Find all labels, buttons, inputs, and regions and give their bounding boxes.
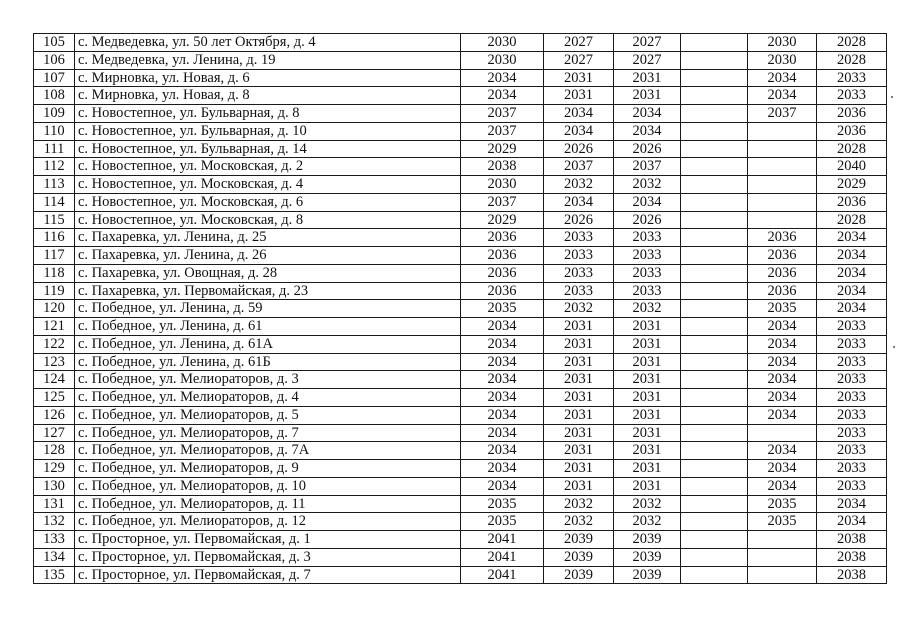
address-cell: с. Пахаревка, ул. Ленина, д. 26 [75, 247, 461, 265]
address-cell: с. Победное, ул. Мелиораторов, д. 7 [75, 424, 461, 442]
year-cell-col4 [681, 477, 748, 495]
row-number-cell: 110 [34, 122, 75, 140]
year-cell-col4 [681, 34, 748, 52]
table-row [34, 140, 887, 158]
year-cell-col6: 2033 [817, 424, 887, 442]
address-cell: с. Победное, ул. Ленина, д. 61 [75, 318, 461, 336]
year-cell-col6: 2033 [817, 406, 887, 424]
year-cell-col6: 2033 [817, 477, 887, 495]
year-cell-col4 [681, 140, 748, 158]
year-cell-col2: 2031 [544, 353, 614, 371]
year-cell-col3: 2031 [614, 335, 681, 353]
row-number-cell: 124 [34, 371, 75, 389]
table-row [34, 389, 887, 407]
year-cell-col5 [748, 548, 817, 566]
row-number-cell: 133 [34, 531, 75, 549]
address-cell: с. Новостепное, ул. Московская, д. 4 [75, 176, 461, 194]
year-cell-col6: 2033 [817, 69, 887, 87]
year-cell-col5 [748, 211, 817, 229]
row-number-cell: 121 [34, 318, 75, 336]
row-number-cell: 111 [34, 140, 75, 158]
year-cell-col6: 2036 [817, 105, 887, 123]
year-cell-col1: 2041 [461, 548, 544, 566]
year-cell-col4 [681, 424, 748, 442]
year-cell-col4 [681, 513, 748, 531]
table-row [34, 229, 887, 247]
address-cell: с. Новостепное, ул. Бульварная, д. 10 [75, 122, 461, 140]
table-row [34, 264, 887, 282]
year-cell-col2: 2033 [544, 282, 614, 300]
row-number-cell: 107 [34, 69, 75, 87]
year-cell-col1: 2034 [461, 353, 544, 371]
table-row [34, 34, 887, 52]
row-number-cell: 114 [34, 193, 75, 211]
year-cell-col1: 2034 [461, 406, 544, 424]
table-row [34, 442, 887, 460]
year-cell-col5: 2034 [748, 87, 817, 105]
repair-schedule-table [33, 33, 887, 584]
year-cell-col5: 2034 [748, 477, 817, 495]
year-cell-col4 [681, 566, 748, 584]
year-cell-col6: 2033 [817, 371, 887, 389]
scan-speck [893, 346, 895, 348]
year-cell-col4 [681, 548, 748, 566]
year-cell-col5: 2035 [748, 513, 817, 531]
year-cell-col1: 2034 [461, 69, 544, 87]
address-cell: с. Просторное, ул. Первомайская, д. 3 [75, 548, 461, 566]
year-cell-col5 [748, 158, 817, 176]
year-cell-col3: 2031 [614, 406, 681, 424]
year-cell-col1: 2035 [461, 513, 544, 531]
year-cell-col1: 2037 [461, 193, 544, 211]
address-cell: с. Победное, ул. Ленина, д. 61Б [75, 353, 461, 371]
year-cell-col5: 2035 [748, 495, 817, 513]
year-cell-col6: 2033 [817, 87, 887, 105]
address-cell: с. Победное, ул. Ленина, д. 61А [75, 335, 461, 353]
year-cell-col2: 2034 [544, 105, 614, 123]
table-row [34, 477, 887, 495]
year-cell-col6: 2034 [817, 513, 887, 531]
row-number-cell: 113 [34, 176, 75, 194]
year-cell-col3: 2031 [614, 442, 681, 460]
year-cell-col4 [681, 122, 748, 140]
row-number-cell: 126 [34, 406, 75, 424]
year-cell-col1: 2034 [461, 424, 544, 442]
year-cell-col2: 2032 [544, 495, 614, 513]
year-cell-col1: 2036 [461, 264, 544, 282]
table-row [34, 105, 887, 123]
address-cell: с. Медведевка, ул. 50 лет Октября, д. 4 [75, 34, 461, 52]
address-cell: с. Просторное, ул. Первомайская, д. 7 [75, 566, 461, 584]
year-cell-col6: 2033 [817, 318, 887, 336]
year-cell-col4 [681, 442, 748, 460]
year-cell-col6: 2034 [817, 282, 887, 300]
address-cell: с. Новостепное, ул. Московская, д. 2 [75, 158, 461, 176]
year-cell-col5: 2036 [748, 229, 817, 247]
address-cell: с. Победное, ул. Мелиораторов, д. 4 [75, 389, 461, 407]
year-cell-col3: 2026 [614, 211, 681, 229]
address-cell: с. Мирновка, ул. Новая, д. 8 [75, 87, 461, 105]
row-number-cell: 131 [34, 495, 75, 513]
year-cell-col1: 2036 [461, 282, 544, 300]
address-cell: с. Победное, ул. Мелиораторов, д. 10 [75, 477, 461, 495]
year-cell-col6: 2029 [817, 176, 887, 194]
year-cell-col6: 2036 [817, 193, 887, 211]
year-cell-col6: 2034 [817, 495, 887, 513]
year-cell-col4 [681, 247, 748, 265]
year-cell-col5: 2034 [748, 406, 817, 424]
year-cell-col4 [681, 460, 748, 478]
year-cell-col1: 2030 [461, 51, 544, 69]
year-cell-col3: 2031 [614, 318, 681, 336]
year-cell-col2: 2031 [544, 69, 614, 87]
year-cell-col2: 2031 [544, 406, 614, 424]
address-cell: с. Мирновка, ул. Новая, д. 6 [75, 69, 461, 87]
year-cell-col1: 2036 [461, 229, 544, 247]
year-cell-col2: 2032 [544, 176, 614, 194]
year-cell-col6: 2033 [817, 460, 887, 478]
year-cell-col1: 2030 [461, 176, 544, 194]
year-cell-col4 [681, 211, 748, 229]
year-cell-col3: 2033 [614, 282, 681, 300]
row-number-cell: 119 [34, 282, 75, 300]
year-cell-col4 [681, 495, 748, 513]
year-cell-col3: 2033 [614, 229, 681, 247]
year-cell-col1: 2034 [461, 442, 544, 460]
year-cell-col2: 2031 [544, 87, 614, 105]
year-cell-col4 [681, 229, 748, 247]
year-cell-col1: 2041 [461, 531, 544, 549]
year-cell-col5 [748, 140, 817, 158]
row-number-cell: 118 [34, 264, 75, 282]
year-cell-col2: 2033 [544, 247, 614, 265]
year-cell-col5: 2034 [748, 318, 817, 336]
year-cell-col6: 2028 [817, 51, 887, 69]
year-cell-col3: 2027 [614, 51, 681, 69]
document-page [33, 33, 876, 584]
year-cell-col5 [748, 424, 817, 442]
year-cell-col2: 2031 [544, 318, 614, 336]
year-cell-col2: 2032 [544, 300, 614, 318]
year-cell-col3: 2027 [614, 34, 681, 52]
year-cell-col6: 2033 [817, 353, 887, 371]
year-cell-col3: 2031 [614, 389, 681, 407]
year-cell-col6: 2038 [817, 531, 887, 549]
year-cell-col5: 2034 [748, 389, 817, 407]
year-cell-col4 [681, 87, 748, 105]
year-cell-col1: 2037 [461, 105, 544, 123]
row-number-cell: 123 [34, 353, 75, 371]
year-cell-col4 [681, 318, 748, 336]
year-cell-col5: 2034 [748, 460, 817, 478]
row-number-cell: 112 [34, 158, 75, 176]
year-cell-col1: 2037 [461, 122, 544, 140]
table-row [34, 69, 887, 87]
table-row [34, 531, 887, 549]
year-cell-col2: 2027 [544, 34, 614, 52]
year-cell-col3: 2031 [614, 477, 681, 495]
year-cell-col4 [681, 176, 748, 194]
year-cell-col1: 2034 [461, 371, 544, 389]
year-cell-col4 [681, 264, 748, 282]
year-cell-col2: 2031 [544, 460, 614, 478]
year-cell-col1: 2030 [461, 34, 544, 52]
table-row [34, 566, 887, 584]
year-cell-col3: 2039 [614, 531, 681, 549]
year-cell-col5: 2036 [748, 264, 817, 282]
row-number-cell: 127 [34, 424, 75, 442]
year-cell-col4 [681, 193, 748, 211]
year-cell-col4 [681, 353, 748, 371]
year-cell-col3: 2031 [614, 353, 681, 371]
year-cell-col3: 2026 [614, 140, 681, 158]
year-cell-col4 [681, 300, 748, 318]
year-cell-col5: 2030 [748, 51, 817, 69]
year-cell-col1: 2035 [461, 495, 544, 513]
address-cell: с. Победное, ул. Мелиораторов, д. 12 [75, 513, 461, 531]
year-cell-col4 [681, 335, 748, 353]
row-number-cell: 125 [34, 389, 75, 407]
year-cell-col2: 2039 [544, 566, 614, 584]
year-cell-col3: 2031 [614, 87, 681, 105]
table-row [34, 318, 887, 336]
address-cell: с. Победное, ул. Мелиораторов, д. 9 [75, 460, 461, 478]
address-cell: с. Новостепное, ул. Московская, д. 8 [75, 211, 461, 229]
year-cell-col2: 2031 [544, 389, 614, 407]
row-number-cell: 116 [34, 229, 75, 247]
row-number-cell: 129 [34, 460, 75, 478]
address-cell: с. Новостепное, ул. Бульварная, д. 14 [75, 140, 461, 158]
year-cell-col1: 2034 [461, 460, 544, 478]
year-cell-col5: 2035 [748, 300, 817, 318]
table-row [34, 548, 887, 566]
year-cell-col5 [748, 176, 817, 194]
row-number-cell: 134 [34, 548, 75, 566]
year-cell-col1: 2034 [461, 87, 544, 105]
year-cell-col2: 2026 [544, 140, 614, 158]
year-cell-col6: 2040 [817, 158, 887, 176]
table-row [34, 211, 887, 229]
row-number-cell: 108 [34, 87, 75, 105]
year-cell-col3: 2031 [614, 69, 681, 87]
year-cell-col2: 2034 [544, 122, 614, 140]
table-row [34, 406, 887, 424]
year-cell-col5 [748, 193, 817, 211]
table-row [34, 122, 887, 140]
year-cell-col2: 2031 [544, 424, 614, 442]
address-cell: с. Победное, ул. Мелиораторов, д. 7А [75, 442, 461, 460]
year-cell-col5: 2034 [748, 353, 817, 371]
year-cell-col5: 2030 [748, 34, 817, 52]
year-cell-col6: 2028 [817, 211, 887, 229]
year-cell-col3: 2039 [614, 548, 681, 566]
year-cell-col5: 2036 [748, 247, 817, 265]
year-cell-col5: 2034 [748, 442, 817, 460]
year-cell-col2: 2033 [544, 229, 614, 247]
address-cell: с. Новостепное, ул. Московская, д. 6 [75, 193, 461, 211]
address-cell: с. Пахаревка, ул. Овощная, д. 28 [75, 264, 461, 282]
year-cell-col5: 2034 [748, 335, 817, 353]
year-cell-col4 [681, 406, 748, 424]
year-cell-col5 [748, 566, 817, 584]
table-row [34, 335, 887, 353]
year-cell-col3: 2032 [614, 300, 681, 318]
year-cell-col1: 2035 [461, 300, 544, 318]
address-cell: с. Пахаревка, ул. Ленина, д. 25 [75, 229, 461, 247]
year-cell-col4 [681, 282, 748, 300]
year-cell-col5: 2036 [748, 282, 817, 300]
year-cell-col3: 2032 [614, 513, 681, 531]
year-cell-col4 [681, 158, 748, 176]
year-cell-col2: 2039 [544, 548, 614, 566]
year-cell-col1: 2034 [461, 477, 544, 495]
year-cell-col5: 2034 [748, 69, 817, 87]
year-cell-col4 [681, 69, 748, 87]
address-cell: с. Победное, ул. Ленина, д. 59 [75, 300, 461, 318]
year-cell-col3: 2032 [614, 495, 681, 513]
year-cell-col3: 2031 [614, 371, 681, 389]
year-cell-col6: 2034 [817, 247, 887, 265]
row-number-cell: 106 [34, 51, 75, 69]
address-cell: с. Победное, ул. Мелиораторов, д. 5 [75, 406, 461, 424]
table-row [34, 371, 887, 389]
year-cell-col6: 2034 [817, 300, 887, 318]
year-cell-col3: 2033 [614, 247, 681, 265]
row-number-cell: 132 [34, 513, 75, 531]
year-cell-col3: 2037 [614, 158, 681, 176]
table-row [34, 353, 887, 371]
table-row [34, 247, 887, 265]
table-row [34, 495, 887, 513]
row-number-cell: 120 [34, 300, 75, 318]
row-number-cell: 117 [34, 247, 75, 265]
row-number-cell: 109 [34, 105, 75, 123]
address-cell: с. Новостепное, ул. Бульварная, д. 8 [75, 105, 461, 123]
year-cell-col6: 2038 [817, 566, 887, 584]
year-cell-col1: 2041 [461, 566, 544, 584]
year-cell-col3: 2033 [614, 264, 681, 282]
year-cell-col1: 2038 [461, 158, 544, 176]
year-cell-col1: 2034 [461, 318, 544, 336]
year-cell-col2: 2027 [544, 51, 614, 69]
year-cell-col2: 2034 [544, 193, 614, 211]
row-number-cell: 135 [34, 566, 75, 584]
address-cell: с. Просторное, ул. Первомайская, д. 1 [75, 531, 461, 549]
year-cell-col2: 2033 [544, 264, 614, 282]
year-cell-col3: 2034 [614, 122, 681, 140]
table-row [34, 176, 887, 194]
year-cell-col3: 2034 [614, 105, 681, 123]
address-cell: с. Медведевка, ул. Ленина, д. 19 [75, 51, 461, 69]
year-cell-col1: 2034 [461, 335, 544, 353]
year-cell-col6: 2034 [817, 264, 887, 282]
year-cell-col4 [681, 531, 748, 549]
year-cell-col4 [681, 105, 748, 123]
year-cell-col1: 2029 [461, 211, 544, 229]
row-number-cell: 105 [34, 34, 75, 52]
table-row [34, 282, 887, 300]
year-cell-col2: 2039 [544, 531, 614, 549]
table-row [34, 424, 887, 442]
table-row [34, 193, 887, 211]
table-row [34, 460, 887, 478]
address-cell: с. Пахаревка, ул. Первомайская, д. 23 [75, 282, 461, 300]
year-cell-col2: 2032 [544, 513, 614, 531]
row-number-cell: 128 [34, 442, 75, 460]
year-cell-col5: 2034 [748, 371, 817, 389]
year-cell-col1: 2034 [461, 389, 544, 407]
address-cell: с. Победное, ул. Мелиораторов, д. 3 [75, 371, 461, 389]
address-cell: с. Победное, ул. Мелиораторов, д. 11 [75, 495, 461, 513]
year-cell-col6: 2034 [817, 229, 887, 247]
year-cell-col6: 2033 [817, 442, 887, 460]
table-row [34, 51, 887, 69]
row-number-cell: 115 [34, 211, 75, 229]
table-row [34, 158, 887, 176]
row-number-cell: 130 [34, 477, 75, 495]
table-row [34, 300, 887, 318]
year-cell-col2: 2031 [544, 335, 614, 353]
year-cell-col1: 2029 [461, 140, 544, 158]
table-row [34, 513, 887, 531]
year-cell-col6: 2038 [817, 548, 887, 566]
year-cell-col3: 2039 [614, 566, 681, 584]
year-cell-col2: 2031 [544, 371, 614, 389]
year-cell-col6: 2028 [817, 34, 887, 52]
year-cell-col6: 2028 [817, 140, 887, 158]
year-cell-col2: 2037 [544, 158, 614, 176]
year-cell-col6: 2036 [817, 122, 887, 140]
year-cell-col4 [681, 51, 748, 69]
year-cell-col3: 2034 [614, 193, 681, 211]
year-cell-col4 [681, 389, 748, 407]
year-cell-col5 [748, 531, 817, 549]
year-cell-col6: 2033 [817, 335, 887, 353]
scan-speck [891, 96, 893, 98]
year-cell-col2: 2031 [544, 442, 614, 460]
table-body [34, 34, 887, 584]
year-cell-col3: 2031 [614, 424, 681, 442]
year-cell-col5: 2037 [748, 105, 817, 123]
year-cell-col3: 2032 [614, 176, 681, 194]
year-cell-col3: 2031 [614, 460, 681, 478]
year-cell-col2: 2026 [544, 211, 614, 229]
year-cell-col6: 2033 [817, 389, 887, 407]
year-cell-col5 [748, 122, 817, 140]
year-cell-col4 [681, 371, 748, 389]
year-cell-col2: 2031 [544, 477, 614, 495]
table-row [34, 87, 887, 105]
year-cell-col1: 2036 [461, 247, 544, 265]
row-number-cell: 122 [34, 335, 75, 353]
